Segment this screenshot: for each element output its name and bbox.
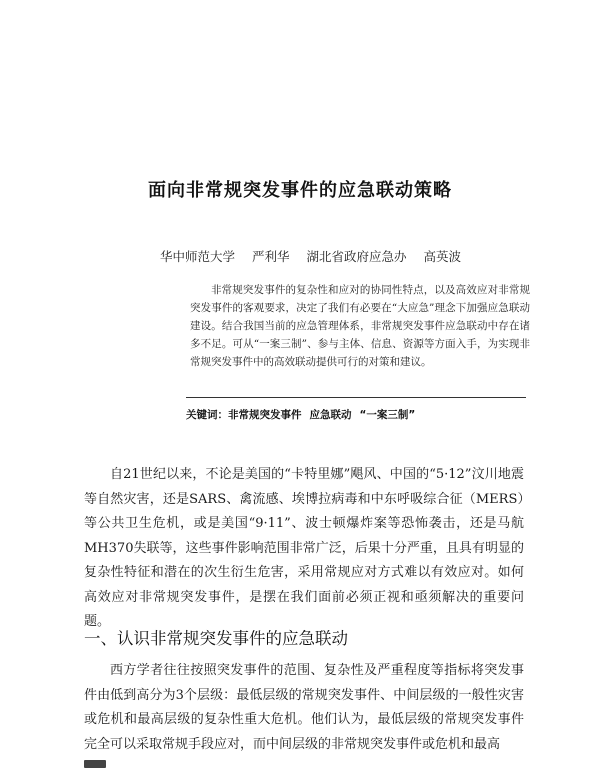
- affiliation-2: 湖北省政府应急办: [306, 249, 407, 264]
- article-title: 面向非常规突发事件的应急联动策略: [148, 180, 452, 201]
- author-1: 严利华: [252, 249, 290, 264]
- keyword-item: 应急联动: [309, 409, 352, 421]
- intro-paragraph: 自21世纪以来，不论是美国的“卡特里娜”飓风、中国的“5·12”汶川地震等自然灾害，还是SARS、禽流感、埃博拉病毒和中东呼吸综合征（MERS）等公共卫生危机，或是美国“9·11”、波士顿爆炸案等恐怖袭击，还是马航MH370失联等，这些事件影响范围非常广泛，后果十分严重，且具有明显的复杂性特征和潜在的次生衍生危害，采用常规应对方式难以有效应对。如何高效应对非常规突发事件，是摆在我们面前必须正视和亟须解决的重要问题。: [84, 467, 524, 629]
- page-number-mark: [84, 760, 106, 768]
- keyword-item: 非常规突发事件: [228, 409, 302, 421]
- keywords: [186, 407, 526, 422]
- affiliation-1: 华中师范大学: [160, 249, 236, 264]
- author-2: 高英波: [423, 249, 462, 264]
- keyword-item: “一案三制”: [359, 409, 416, 421]
- abstract: 非常规突发事件的复杂性和应对的协同性特点，以及高效应对非常规突发事件的客观要求，决定了我们有必要在“大应急”理念下加强应急联动建设。结合我国当前的应急管理体系，非常规突发事件应急联动中存在诸多不足。可从“一案三制”、参与主体、信息、资源等方面入手，为实现非常规突发事件中的高效联动提供可行的对策和建议。: [190, 284, 530, 368]
- keywords-label: 关键词：: [186, 409, 228, 421]
- author-line: [160, 247, 560, 265]
- body-paragraph: 西方学者往往按照突发事件的范围、复杂性及严重程度等指标将突发事件由低到高分为3个层级：最低层级的常规突发事件、中间层级的一般性灾害或危机和最高层级的复杂性重大危机。他们认为，最低层级的常规突发事件完全可以采取常规手段应对，而中间层级的非常规突发事件或危机和最高: [84, 663, 524, 752]
- section-heading: 一、认识非常规突发事件的应急联动: [84, 629, 348, 648]
- keyword-divider: [186, 397, 526, 398]
